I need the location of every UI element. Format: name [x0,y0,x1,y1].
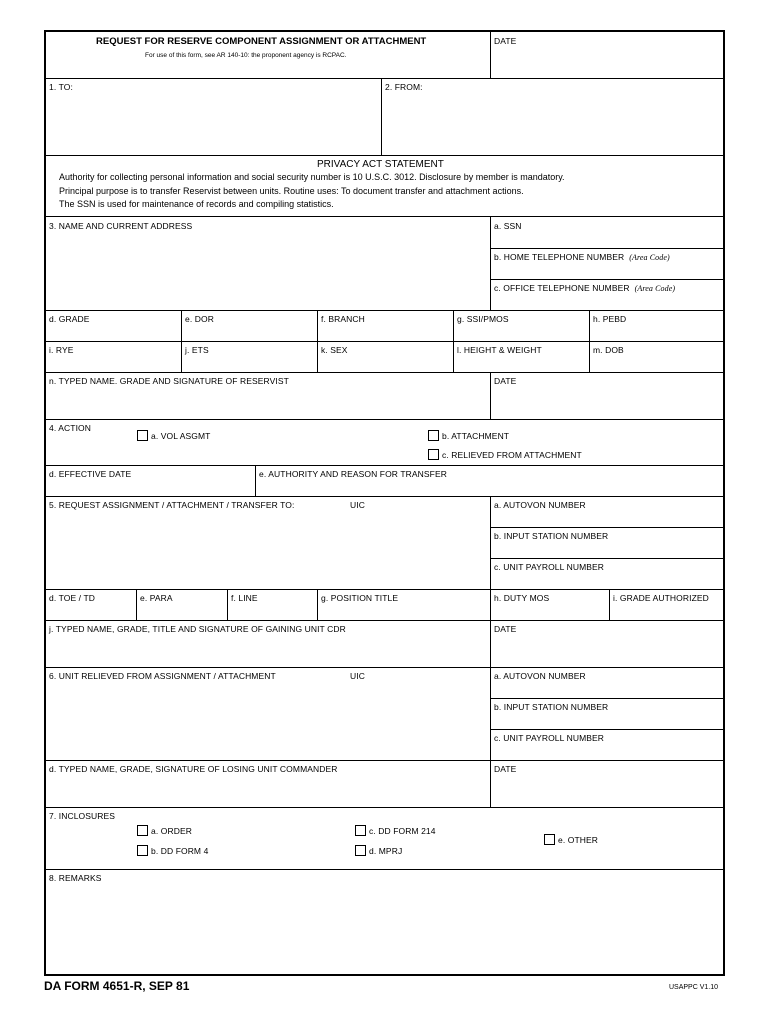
rule-row-6d [46,760,723,761]
other-label: e. OTHER [558,835,599,845]
reservist-signature-field[interactable]: n. TYPED NAME. GRADE AND SIGNATURE OF RESERVIST [49,376,289,386]
unit-payroll-6-field[interactable]: c. UNIT PAYROLL NUMBER [494,733,605,743]
rule-input-6 [490,729,723,730]
order-label: a. ORDER [151,826,192,836]
rule-row-d [46,310,723,311]
rule-v-j-date [490,620,491,667]
rule-after-header [46,78,723,79]
mprj-label: d. MPRJ [369,846,403,856]
ssi-pmos-field[interactable]: g. SSI/PMOS [457,314,509,324]
action-label: 4. ACTION [49,423,91,433]
rule-v-sec6 [490,667,491,760]
unit-payroll-5-field[interactable]: c. UNIT PAYROLL NUMBER [494,562,605,572]
form-version: USAPPC V1.10 [669,984,719,991]
rule-v-sec5 [490,496,491,589]
relieved-label: c. RELIEVED FROM ATTACHMENT [442,450,582,460]
rule-after-to-from [46,155,723,156]
unit-relieved-field[interactable]: 6. UNIT RELIEVED FROM ASSIGNMENT / ATTACHMENT [49,671,276,681]
header-date-label: DATE [494,36,517,46]
rule-autovon-6 [490,698,723,699]
rule-input-5 [490,558,723,559]
privacy-line-2: Principal purpose is to transfer Reservist between units. Routine uses: To document transfer and attachment actions. [59,186,524,196]
position-title-field[interactable]: g. POSITION TITLE [321,593,399,603]
grade-field[interactable]: d. GRADE [49,314,90,324]
request-transfer-field[interactable]: 5. REQUEST ASSIGNMENT / ATTACHMENT / TRANSFER TO: [49,500,295,510]
rule-v-sec3 [490,216,491,310]
dob-field[interactable]: m. DOB [593,345,624,355]
rule-ssn [490,248,723,249]
attachment-checkbox[interactable] [428,430,439,441]
gaining-cdr-signature-field[interactable]: j. TYPED NAME, GRADE, TITLE AND SIGNATURE OF GAINING UNIT CDR [49,624,346,634]
rule-row-7 [46,807,723,808]
dd-form-4-checkbox[interactable] [137,845,148,856]
rule-v-to-from [381,78,382,155]
home-phone-label: b. HOME TELEPHONE NUMBER [494,252,625,262]
vol-asgmt-label: a. VOL ASGMT [151,431,211,441]
dor-field[interactable]: e. DOR [185,314,214,324]
office-phone-area-code: (Area Code) [634,284,676,293]
autovon-5-field[interactable]: a. AUTOVON NUMBER [494,500,586,510]
inclosures-label: 7. INCLOSURES [49,811,116,821]
rule-autovon-5 [490,527,723,528]
office-phone-field[interactable] [494,283,675,293]
rule-home-phone [490,279,723,280]
privacy-line-3: The SSN is used for maintenance of records and compiling statistics. [59,199,334,209]
rule-v-header-date [490,32,491,78]
order-checkbox[interactable] [137,825,148,836]
home-phone-field[interactable] [494,252,670,262]
relieved-checkbox[interactable] [428,449,439,460]
line-field[interactable]: f. LINE [231,593,258,603]
rule-v-mos-grade [609,589,610,620]
rule-row-5 [46,496,723,497]
rule-row-toe [46,589,723,590]
rule-v-col-g [453,310,454,372]
rule-v-col-e [181,310,182,372]
rule-v-line-pos [317,589,318,620]
ssn-field[interactable]: a. SSN [494,221,522,231]
to-field[interactable]: 1. TO: [49,82,73,92]
office-phone-label: c. OFFICE TELEPHONE NUMBER [494,283,630,293]
toe-td-field[interactable]: d. TOE / TD [49,593,95,603]
pebd-field[interactable]: h. PEBD [593,314,627,324]
form-id: DA FORM 4651-R, SEP 81 [44,979,190,993]
vol-asgmt-checkbox[interactable] [137,430,148,441]
rule-v-pos-mos [490,589,491,620]
rule-v-effective [255,465,256,496]
authority-reason-field[interactable]: e. AUTHORITY AND REASON FOR TRANSFER [259,469,447,479]
duty-mos-field[interactable]: h. DUTY MOS [494,593,550,603]
rule-row-6 [46,667,723,668]
name-address-field[interactable]: 3. NAME AND CURRENT ADDRESS [49,221,193,231]
uic-6-label: UIC [350,671,365,681]
uic-5-label: UIC [350,500,365,510]
dd-form-214-checkbox[interactable] [355,825,366,836]
reservist-date-field[interactable]: DATE [494,376,517,386]
losing-cdr-date-field[interactable]: DATE [494,764,517,774]
para-field[interactable]: e. PARA [140,593,173,603]
rule-row-4 [46,419,723,420]
branch-field[interactable]: f. BRANCH [321,314,365,324]
losing-cdr-signature-field[interactable]: d. TYPED NAME, GRADE, SIGNATURE OF LOSING UNIT COMMANDER [49,764,338,774]
dd-form-4-label: b. DD FORM 4 [151,846,209,856]
rule-row-effective [46,465,723,466]
input-station-6-field[interactable]: b. INPUT STATION NUMBER [494,702,609,712]
from-field[interactable]: 2. FROM: [385,82,423,92]
rule-v-6d-date [490,760,491,807]
rule-v-col-f [317,310,318,372]
attachment-label: b. ATTACHMENT [442,431,510,441]
other-checkbox[interactable] [544,834,555,845]
rye-field[interactable]: i. RYE [49,345,74,355]
autovon-6-field[interactable]: a. AUTOVON NUMBER [494,671,586,681]
remarks-field[interactable]: 8. REMARKS [49,873,102,883]
rule-row-j [46,620,723,621]
ets-field[interactable]: j. ETS [185,345,209,355]
height-weight-field[interactable]: l. HEIGHT & WEIGHT [457,345,542,355]
rule-v-toe-para [136,589,137,620]
input-station-5-field[interactable]: b. INPUT STATION NUMBER [494,531,609,541]
da-form-4651 [44,30,725,976]
rule-v-n-date [490,372,491,419]
form-subtitle: For use of this form, see AR 140-10: the proponent agency is RCPAC. [145,52,347,59]
rule-row-8 [46,869,723,870]
gaining-cdr-date-field[interactable]: DATE [494,624,517,634]
effective-date-field[interactable]: d. EFFECTIVE DATE [49,469,132,479]
rule-row-i [46,341,723,342]
privacy-line-1: Authority for collecting personal information and social security number is 10 U.S.C. 3012. Disclosure by member is mandatory. [59,172,565,182]
rule-v-para-line [227,589,228,620]
grade-authorized-field[interactable]: i. GRADE AUTHORIZED [613,593,709,603]
mprj-checkbox[interactable] [355,845,366,856]
form-title: REQUEST FOR RESERVE COMPONENT ASSIGNMENT OR ATTACHMENT [96,36,427,47]
rule-after-privacy [46,216,723,217]
sex-field[interactable]: k. SEX [321,345,348,355]
home-phone-area-code: (Area Code) [629,253,670,262]
dd-form-214-label: c. DD FORM 214 [369,826,436,836]
rule-v-col-h [589,310,590,372]
privacy-heading: PRIVACY ACT STATEMENT [317,159,444,170]
rule-row-n [46,372,723,373]
